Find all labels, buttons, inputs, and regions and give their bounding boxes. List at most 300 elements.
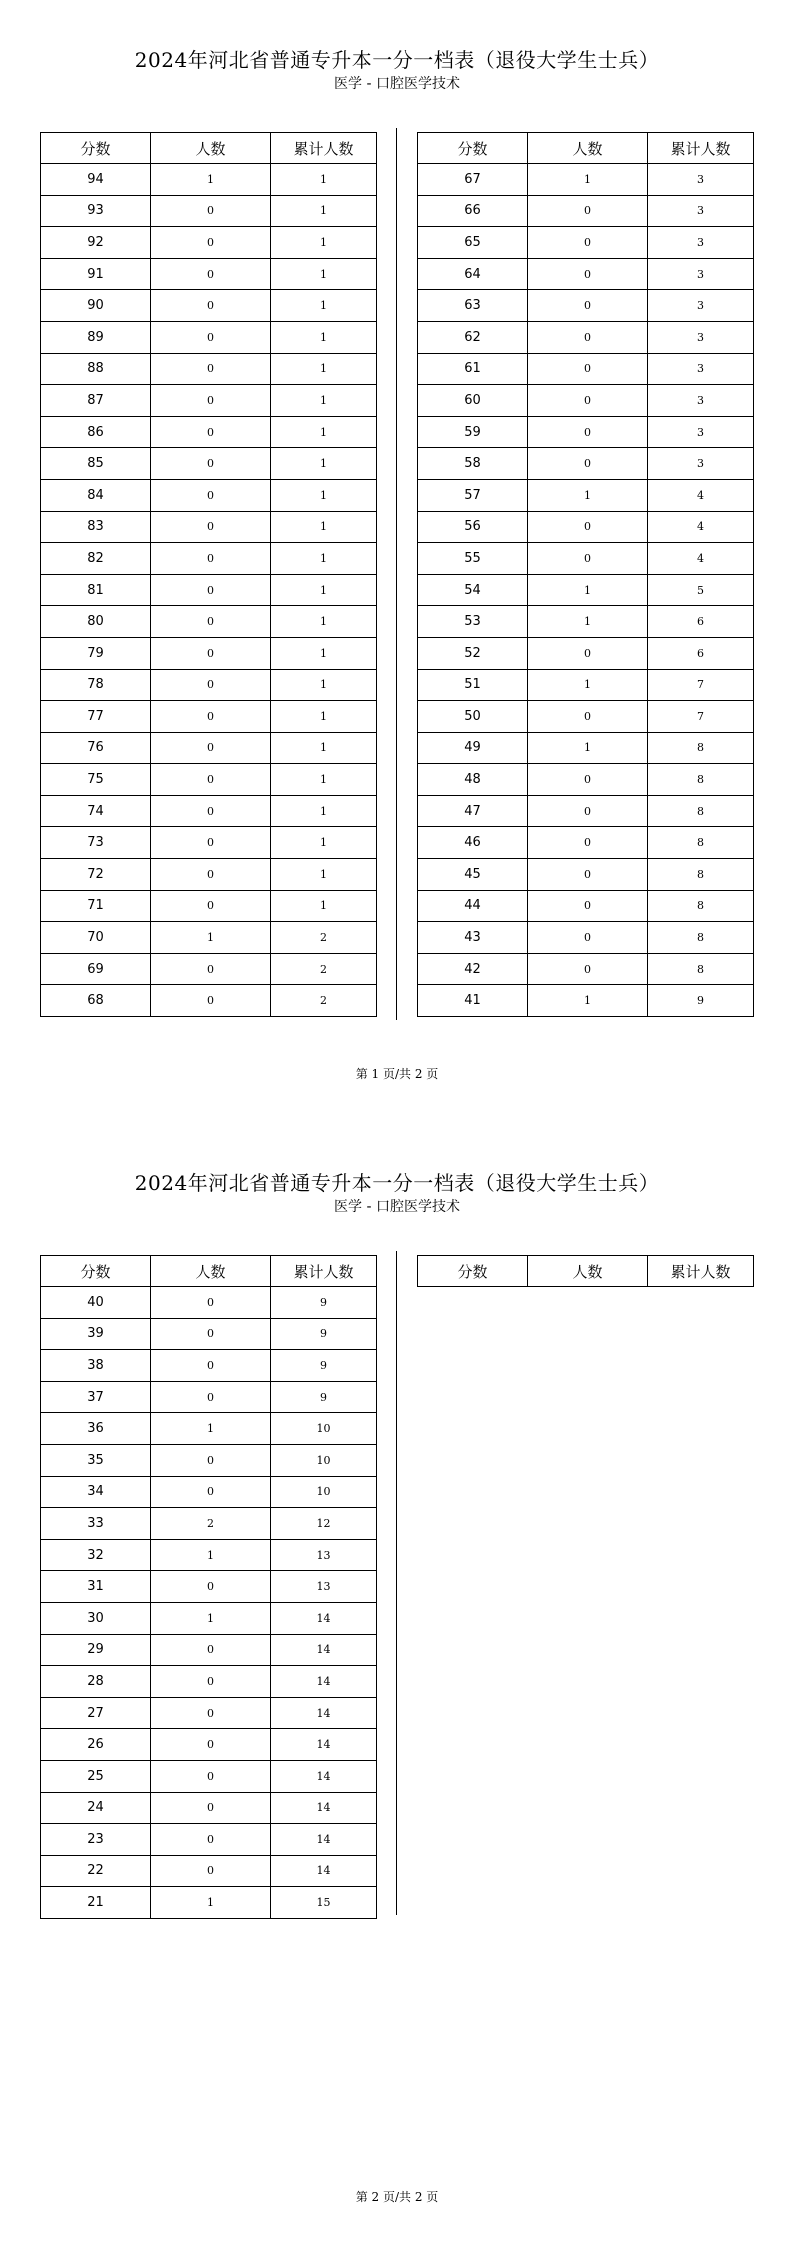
cumulative-cell: 9	[271, 1287, 377, 1319]
count-cell: 0	[528, 385, 648, 417]
table-row	[418, 479, 754, 511]
cumulative-cell: 6	[648, 606, 754, 638]
score-cell: 77	[41, 701, 151, 733]
cumulative-cell: 6	[648, 637, 754, 669]
table-row	[418, 385, 754, 417]
header-cumulative: 累计人数	[271, 133, 377, 164]
count-cell: 0	[151, 353, 271, 385]
score-cell: 82	[41, 543, 151, 575]
count-cell: 0	[151, 1476, 271, 1508]
page-footer: 第 2 页/共 2 页	[355, 2190, 439, 2204]
score-cell: 37	[41, 1381, 151, 1413]
table-row	[418, 258, 754, 290]
score-cell: 60	[418, 385, 528, 417]
table-row	[418, 227, 754, 259]
cumulative-cell: 1	[271, 574, 377, 606]
cumulative-cell: 13	[271, 1571, 377, 1603]
table-row	[41, 1855, 377, 1887]
score-cell: 32	[41, 1539, 151, 1571]
cumulative-cell: 1	[271, 669, 377, 701]
header-score: 分数	[41, 133, 151, 164]
header-count: 人数	[528, 1256, 648, 1287]
count-cell: 0	[151, 606, 271, 638]
score-cell: 57	[418, 479, 528, 511]
score-table-right	[417, 1255, 754, 1287]
table-row	[41, 732, 377, 764]
cumulative-cell: 1	[271, 827, 377, 859]
score-cell: 86	[41, 416, 151, 448]
cumulative-cell: 1	[271, 479, 377, 511]
cumulative-cell: 9	[271, 1318, 377, 1350]
column-divider	[396, 1251, 397, 1915]
table-row	[41, 1824, 377, 1856]
score-table-right	[417, 132, 754, 1017]
score-cell: 73	[41, 827, 151, 859]
score-cell: 90	[41, 290, 151, 322]
count-cell: 0	[151, 1634, 271, 1666]
score-cell: 29	[41, 1634, 151, 1666]
score-cell: 54	[418, 574, 528, 606]
count-cell: 0	[151, 1318, 271, 1350]
cumulative-cell: 3	[648, 321, 754, 353]
count-cell: 0	[151, 1666, 271, 1698]
score-cell: 34	[41, 1476, 151, 1508]
cumulative-cell: 14	[271, 1634, 377, 1666]
cumulative-cell: 1	[271, 701, 377, 733]
table-row	[418, 606, 754, 638]
count-cell: 0	[528, 764, 648, 796]
cumulative-cell: 14	[271, 1729, 377, 1761]
score-cell: 66	[418, 195, 528, 227]
table-row	[41, 258, 377, 290]
count-cell: 0	[151, 416, 271, 448]
score-cell: 78	[41, 669, 151, 701]
score-cell: 70	[41, 922, 151, 954]
table-row	[41, 227, 377, 259]
cumulative-cell: 4	[648, 479, 754, 511]
score-cell: 24	[41, 1792, 151, 1824]
count-cell: 0	[528, 321, 648, 353]
table-row	[418, 732, 754, 764]
count-cell: 0	[151, 1792, 271, 1824]
table-row	[41, 1508, 377, 1540]
table-row	[41, 606, 377, 638]
count-cell: 0	[151, 859, 271, 891]
score-cell: 89	[41, 321, 151, 353]
cumulative-cell: 14	[271, 1697, 377, 1729]
table-row	[418, 353, 754, 385]
table-row	[41, 795, 377, 827]
count-cell: 0	[151, 448, 271, 480]
cumulative-cell: 1	[271, 258, 377, 290]
cumulative-cell: 3	[648, 290, 754, 322]
count-cell: 0	[151, 1381, 271, 1413]
count-cell: 0	[528, 227, 648, 259]
count-cell: 1	[151, 1413, 271, 1445]
score-cell: 88	[41, 353, 151, 385]
table-row	[418, 574, 754, 606]
table-row	[418, 290, 754, 322]
table-row	[418, 890, 754, 922]
score-cell: 45	[418, 859, 528, 891]
score-cell: 25	[41, 1760, 151, 1792]
count-cell: 0	[528, 827, 648, 859]
table-row	[418, 416, 754, 448]
table-row	[41, 764, 377, 796]
cumulative-cell: 8	[648, 764, 754, 796]
cumulative-cell: 1	[271, 353, 377, 385]
table-row	[418, 164, 754, 196]
score-cell: 44	[418, 890, 528, 922]
cumulative-cell: 3	[648, 448, 754, 480]
score-cell: 63	[418, 290, 528, 322]
score-cell: 30	[41, 1602, 151, 1634]
score-cell: 76	[41, 732, 151, 764]
score-cell: 52	[418, 637, 528, 669]
page-title: 2024年河北省普通专升本一分一档表（退役大学生士兵）	[134, 48, 660, 72]
cumulative-cell: 1	[271, 543, 377, 575]
cumulative-cell: 1	[271, 385, 377, 417]
count-cell: 1	[151, 1539, 271, 1571]
score-cell: 80	[41, 606, 151, 638]
count-cell: 1	[151, 1887, 271, 1919]
score-cell: 53	[418, 606, 528, 638]
table-row	[418, 827, 754, 859]
score-cell: 84	[41, 479, 151, 511]
count-cell: 0	[528, 859, 648, 891]
count-cell: 0	[151, 890, 271, 922]
table-row	[41, 1539, 377, 1571]
count-cell: 0	[151, 479, 271, 511]
score-cell: 47	[418, 795, 528, 827]
count-cell: 1	[528, 732, 648, 764]
cumulative-cell: 3	[648, 195, 754, 227]
cumulative-cell: 3	[648, 416, 754, 448]
table-row	[41, 1634, 377, 1666]
score-cell: 92	[41, 227, 151, 259]
table-row	[418, 701, 754, 733]
score-cell: 67	[418, 164, 528, 196]
table-row	[41, 195, 377, 227]
count-cell: 1	[151, 1602, 271, 1634]
table-row	[41, 1350, 377, 1382]
header-cumulative: 累计人数	[648, 133, 754, 164]
count-cell: 0	[151, 764, 271, 796]
table-row	[41, 574, 377, 606]
score-cell: 87	[41, 385, 151, 417]
page-subtitle: 医学 - 口腔医学技术	[334, 1199, 460, 1215]
score-cell: 58	[418, 448, 528, 480]
count-cell: 0	[151, 321, 271, 353]
cumulative-cell: 14	[271, 1760, 377, 1792]
cumulative-cell: 3	[648, 385, 754, 417]
table-row	[41, 1666, 377, 1698]
count-cell: 1	[528, 669, 648, 701]
score-cell: 31	[41, 1571, 151, 1603]
count-cell: 0	[528, 637, 648, 669]
cumulative-cell: 5	[648, 574, 754, 606]
table-row	[41, 321, 377, 353]
cumulative-cell: 1	[271, 164, 377, 196]
score-cell: 64	[418, 258, 528, 290]
table-row	[418, 321, 754, 353]
table-row	[418, 953, 754, 985]
score-cell: 69	[41, 953, 151, 985]
count-cell: 0	[151, 195, 271, 227]
table-row	[41, 1697, 377, 1729]
cumulative-cell: 1	[271, 606, 377, 638]
cumulative-cell: 3	[648, 227, 754, 259]
count-cell: 0	[151, 985, 271, 1017]
column-divider	[396, 128, 397, 1020]
cumulative-cell: 10	[271, 1476, 377, 1508]
count-cell: 0	[151, 637, 271, 669]
cumulative-cell: 1	[271, 637, 377, 669]
cumulative-cell: 9	[271, 1350, 377, 1382]
count-cell: 0	[528, 290, 648, 322]
cumulative-cell: 10	[271, 1444, 377, 1476]
count-cell: 0	[151, 1444, 271, 1476]
score-cell: 23	[41, 1824, 151, 1856]
count-cell: 0	[151, 732, 271, 764]
count-cell: 0	[151, 1350, 271, 1382]
cumulative-cell: 1	[271, 416, 377, 448]
page-footer: 第 1 页/共 2 页	[355, 1067, 439, 1081]
cumulative-cell: 14	[271, 1666, 377, 1698]
count-cell: 0	[151, 1287, 271, 1319]
score-cell: 38	[41, 1350, 151, 1382]
cumulative-cell: 1	[271, 448, 377, 480]
table-row	[418, 795, 754, 827]
count-cell: 0	[528, 258, 648, 290]
count-cell: 0	[528, 890, 648, 922]
score-cell: 56	[418, 511, 528, 543]
count-cell: 0	[528, 795, 648, 827]
cumulative-cell: 7	[648, 669, 754, 701]
page-subtitle: 医学 - 口腔医学技术	[334, 76, 460, 92]
count-cell: 0	[151, 385, 271, 417]
table-row	[418, 637, 754, 669]
score-cell: 74	[41, 795, 151, 827]
score-cell: 55	[418, 543, 528, 575]
cumulative-cell: 8	[648, 890, 754, 922]
table-row	[41, 511, 377, 543]
header-count: 人数	[151, 1256, 271, 1287]
count-cell: 0	[528, 448, 648, 480]
table-row	[418, 669, 754, 701]
header-score: 分数	[41, 1256, 151, 1287]
cumulative-cell: 4	[648, 543, 754, 575]
table-row	[418, 859, 754, 891]
cumulative-cell: 3	[648, 164, 754, 196]
table-row	[41, 1318, 377, 1350]
cumulative-cell: 1	[271, 195, 377, 227]
score-cell: 28	[41, 1666, 151, 1698]
table-row	[41, 859, 377, 891]
count-cell: 0	[151, 1729, 271, 1761]
count-cell: 0	[151, 701, 271, 733]
score-cell: 40	[41, 1287, 151, 1319]
table-row	[41, 1602, 377, 1634]
cumulative-cell: 8	[648, 795, 754, 827]
cumulative-cell: 4	[648, 511, 754, 543]
table-row	[41, 1413, 377, 1445]
count-cell: 2	[151, 1508, 271, 1540]
cumulative-cell: 15	[271, 1887, 377, 1919]
count-cell: 0	[151, 827, 271, 859]
score-cell: 75	[41, 764, 151, 796]
table-row	[418, 543, 754, 575]
cumulative-cell: 1	[271, 859, 377, 891]
score-cell: 94	[41, 164, 151, 196]
header-count: 人数	[151, 133, 271, 164]
score-cell: 81	[41, 574, 151, 606]
count-cell: 1	[528, 985, 648, 1017]
header-cumulative: 累计人数	[648, 1256, 754, 1287]
count-cell: 0	[528, 701, 648, 733]
cumulative-cell: 14	[271, 1824, 377, 1856]
count-cell: 0	[528, 543, 648, 575]
table-row	[41, 1381, 377, 1413]
table-row	[41, 669, 377, 701]
count-cell: 0	[151, 1571, 271, 1603]
score-cell: 36	[41, 1413, 151, 1445]
table-row	[41, 1760, 377, 1792]
table-row	[41, 353, 377, 385]
score-cell: 42	[418, 953, 528, 985]
cumulative-cell: 1	[271, 511, 377, 543]
score-cell: 43	[418, 922, 528, 954]
cumulative-cell: 14	[271, 1602, 377, 1634]
count-cell: 0	[151, 1855, 271, 1887]
count-cell: 0	[528, 511, 648, 543]
score-cell: 27	[41, 1697, 151, 1729]
table-row	[41, 827, 377, 859]
score-table-left	[40, 132, 377, 1017]
table-row	[41, 1444, 377, 1476]
score-cell: 48	[418, 764, 528, 796]
cumulative-cell: 1	[271, 795, 377, 827]
cumulative-cell: 1	[271, 764, 377, 796]
table-row	[41, 1792, 377, 1824]
score-cell: 35	[41, 1444, 151, 1476]
score-cell: 41	[418, 985, 528, 1017]
cumulative-cell: 14	[271, 1792, 377, 1824]
count-cell: 0	[528, 353, 648, 385]
table-row	[418, 448, 754, 480]
score-cell: 33	[41, 1508, 151, 1540]
cumulative-cell: 1	[271, 732, 377, 764]
count-cell: 1	[528, 574, 648, 606]
page-2	[0, 1123, 794, 2246]
cumulative-cell: 2	[271, 985, 377, 1017]
cumulative-cell: 3	[648, 353, 754, 385]
score-cell: 65	[418, 227, 528, 259]
table-row	[41, 290, 377, 322]
cumulative-cell: 13	[271, 1539, 377, 1571]
header-count: 人数	[528, 133, 648, 164]
header-score: 分数	[418, 1256, 528, 1287]
table-row	[41, 890, 377, 922]
score-cell: 91	[41, 258, 151, 290]
cumulative-cell: 1	[271, 290, 377, 322]
score-cell: 79	[41, 637, 151, 669]
score-cell: 50	[418, 701, 528, 733]
table-row	[418, 985, 754, 1017]
table-row	[418, 764, 754, 796]
score-cell: 49	[418, 732, 528, 764]
count-cell: 0	[151, 290, 271, 322]
cumulative-cell: 12	[271, 1508, 377, 1540]
count-cell: 0	[528, 922, 648, 954]
table-row	[41, 385, 377, 417]
cumulative-cell: 1	[271, 227, 377, 259]
score-cell: 26	[41, 1729, 151, 1761]
cumulative-cell: 1	[271, 321, 377, 353]
count-cell: 0	[151, 574, 271, 606]
cumulative-cell: 9	[271, 1381, 377, 1413]
table-row	[41, 637, 377, 669]
count-cell: 0	[151, 795, 271, 827]
table-row	[41, 701, 377, 733]
score-cell: 71	[41, 890, 151, 922]
cumulative-cell: 8	[648, 827, 754, 859]
count-cell: 1	[528, 606, 648, 638]
table-row	[418, 922, 754, 954]
cumulative-cell: 8	[648, 922, 754, 954]
score-cell: 83	[41, 511, 151, 543]
count-cell: 0	[151, 543, 271, 575]
page-title: 2024年河北省普通专升本一分一档表（退役大学生士兵）	[134, 1171, 660, 1195]
cumulative-cell: 3	[648, 258, 754, 290]
count-cell: 0	[151, 953, 271, 985]
table-row	[41, 1887, 377, 1919]
cumulative-cell: 8	[648, 953, 754, 985]
cumulative-cell: 8	[648, 732, 754, 764]
cumulative-cell: 10	[271, 1413, 377, 1445]
score-cell: 93	[41, 195, 151, 227]
table-row	[41, 448, 377, 480]
score-cell: 21	[41, 1887, 151, 1919]
table-row	[41, 1287, 377, 1319]
count-cell: 1	[151, 922, 271, 954]
score-cell: 85	[41, 448, 151, 480]
header-score: 分数	[418, 133, 528, 164]
count-cell: 0	[151, 258, 271, 290]
cumulative-cell: 7	[648, 701, 754, 733]
count-cell: 1	[528, 479, 648, 511]
cumulative-cell: 2	[271, 922, 377, 954]
table-row	[41, 985, 377, 1017]
table-row	[41, 1476, 377, 1508]
header-cumulative: 累计人数	[271, 1256, 377, 1287]
count-cell: 0	[528, 195, 648, 227]
score-cell: 51	[418, 669, 528, 701]
score-cell: 22	[41, 1855, 151, 1887]
score-cell: 72	[41, 859, 151, 891]
table-row	[41, 543, 377, 575]
score-table-left	[40, 1255, 377, 1919]
count-cell: 0	[151, 511, 271, 543]
table-row	[41, 1571, 377, 1603]
score-cell: 39	[41, 1318, 151, 1350]
cumulative-cell: 2	[271, 953, 377, 985]
cumulative-cell: 9	[648, 985, 754, 1017]
count-cell: 0	[151, 1697, 271, 1729]
count-cell: 0	[151, 1824, 271, 1856]
table-row	[418, 511, 754, 543]
cumulative-cell: 1	[271, 890, 377, 922]
